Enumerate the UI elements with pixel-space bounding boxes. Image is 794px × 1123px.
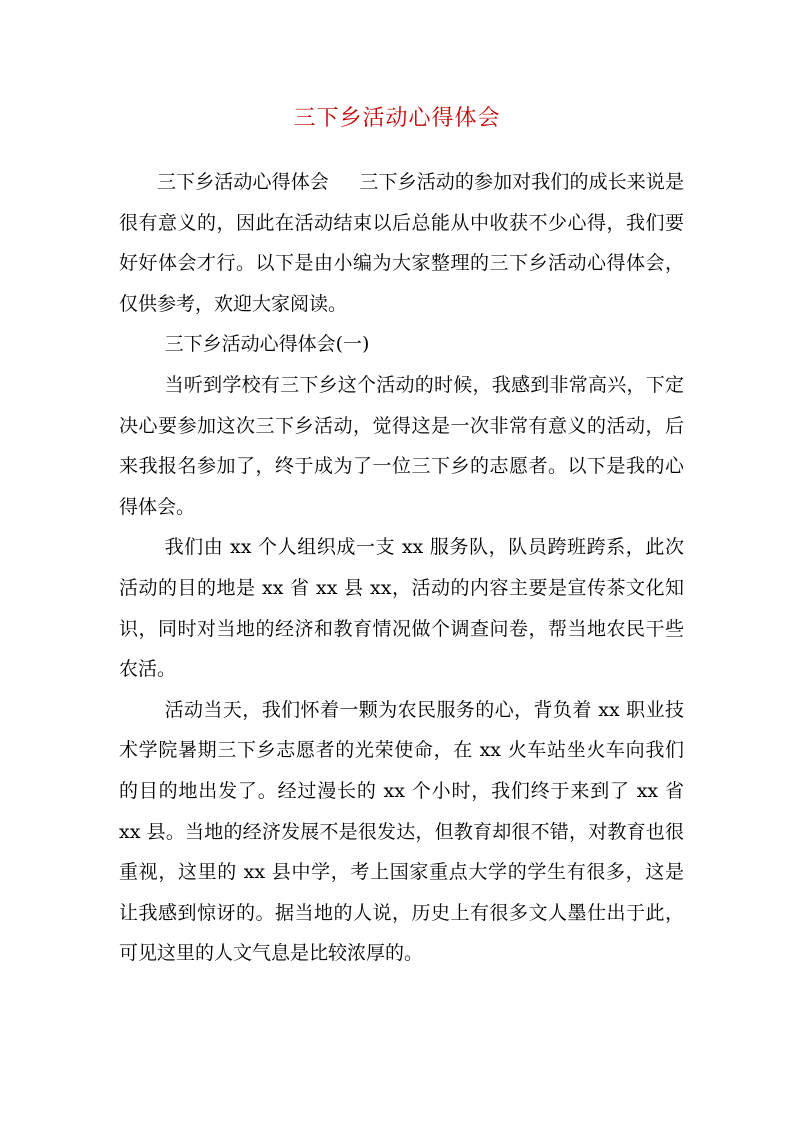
intro-heading: 三下乡活动心得体会 — [157, 171, 329, 193]
intro-text: 三下乡活动的参加对我们的成长来说是很有意义的，因此在活动结束以后总能从中收获不少心得，我们要好好体会才行。以下是由小编为大家整理的三下乡活动心得体会，仅供参考，欢迎大家阅读。 — [119, 171, 684, 315]
intro-paragraph — [119, 162, 684, 324]
document-body — [119, 162, 684, 974]
paragraph: 当听到学校有三下乡这个活动的时候，我感到非常高兴，下定决心要参加这次三下乡活动，觉得这是一次非常有意义的活动，后来我报名参加了，终于成为了一位三下乡的志愿者。以下是我的心得体会。 — [119, 373, 684, 518]
document-title: 三下乡活动心得体会 — [293, 106, 501, 131]
paragraph: 我们由 xx 个人组织成一支 xx 服务队，队员跨班跨系，此次活动的目的地是 xx 省 xx 县 xx，活动的内容主要是宣传茶文化知识，同时对当地的经济和教育情况做个调查问卷，帮当地农民干些农活。 — [119, 536, 684, 681]
section-heading: 三下乡活动心得体会(一) — [164, 333, 370, 356]
paragraph: 活动当天，我们怀着一颗为农民服务的心，背负着 xx 职业技术学院暑期三下乡志愿者的光荣使命，在 xx 火车站坐火车向我们的目的地出发了。经过漫长的 xx 个小时，我们终于来到了 xx 省 xx 县。当地的经济发展不是很发达，但教育却很不错，对教育也很重视，这里的 xx 县中学，考上国家重点大学的学生有很多，这是让我感到惊讶的。据当地的人说，历史上有很多文人墨仕出于此，可见这里的人文气息是比较浓厚的。 — [119, 698, 684, 965]
